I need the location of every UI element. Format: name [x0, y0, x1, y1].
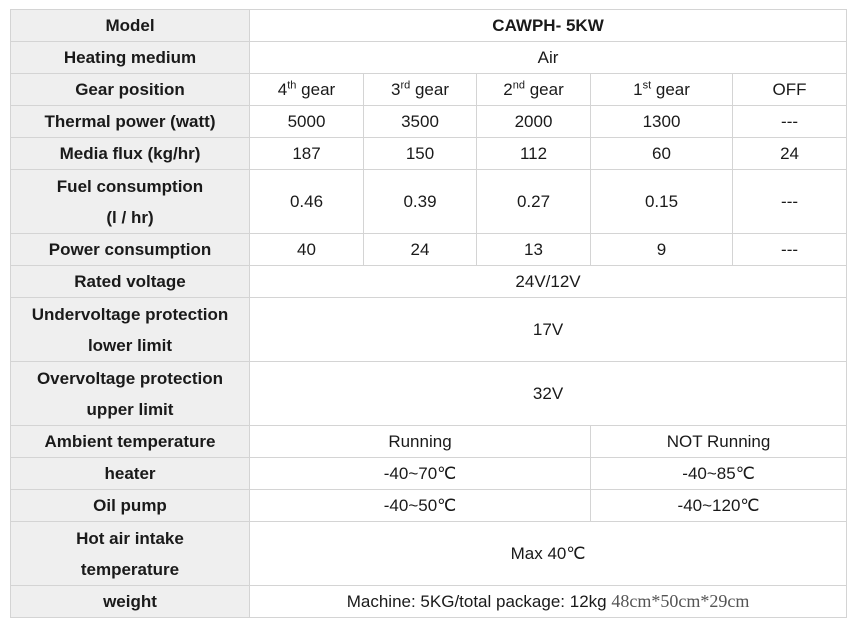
gear-1-word: gear [655, 80, 690, 99]
gear-4-word: gear [301, 80, 336, 99]
fuel-consumption-label [11, 170, 250, 234]
media-flux-cell: 24 [733, 138, 847, 170]
gear-4-suffix: th [287, 79, 297, 92]
oil-pump-not-running-value: -40~120℃ [591, 490, 847, 522]
row-heater [11, 458, 847, 490]
ambient-not-running-header: NOT Running [591, 426, 847, 458]
heater-running-value: -40~70℃ [250, 458, 591, 490]
gear-3-suffix: rd [400, 79, 411, 92]
fuel-consumption-cell: 0.46 [250, 170, 364, 234]
row-model [11, 10, 847, 42]
power-consumption-cell: 9 [591, 234, 733, 266]
fuel-consumption-cell: 0.39 [364, 170, 477, 234]
gear-1 [591, 74, 733, 106]
rated-voltage-label: Rated voltage [11, 266, 250, 298]
row-overvoltage [11, 362, 847, 426]
thermal-power-cell: --- [733, 106, 847, 138]
gear-1-num: 1 [633, 80, 643, 99]
oil-pump-label: Oil pump [11, 490, 250, 522]
overvoltage-value: 32V [250, 362, 847, 426]
heating-medium-value: Air [250, 42, 847, 74]
weight-text: Machine: 5KG/total package: 12kg [346, 592, 607, 611]
row-fuel-consumption [11, 170, 847, 234]
gear-2 [477, 74, 591, 106]
media-flux-cell: 187 [250, 138, 364, 170]
fuel-consumption-label-line1: Fuel consumption [56, 176, 204, 196]
row-weight [11, 586, 847, 618]
heater-not-running-value: -40~85℃ [591, 458, 847, 490]
thermal-power-cell: 1300 [591, 106, 733, 138]
model-label: Model [11, 10, 250, 42]
fuel-consumption-cell: --- [733, 170, 847, 234]
overvoltage-label-line2: upper limit [86, 399, 174, 419]
overvoltage-label [11, 362, 250, 426]
media-flux-cell: 150 [364, 138, 477, 170]
model-value: CAWPH- 5KW [250, 10, 847, 42]
gear-3 [364, 74, 477, 106]
gear-1-suffix: st [642, 79, 652, 92]
row-oil-pump [11, 490, 847, 522]
spec-table-container [10, 9, 847, 618]
gear-3-word: gear [414, 80, 449, 99]
gear-3-num: 3 [390, 80, 401, 99]
oil-pump-running-value: -40~50℃ [250, 490, 591, 522]
gear-off: OFF [733, 74, 847, 106]
row-undervoltage [11, 298, 847, 362]
row-hot-air-intake [11, 522, 847, 586]
undervoltage-label-line1: Undervoltage protection [31, 304, 229, 324]
gear-4-num: 4 [277, 80, 288, 99]
thermal-power-label: Thermal power (watt) [11, 106, 250, 138]
gear-2-suffix: nd [512, 79, 525, 92]
undervoltage-label-line2: lower limit [87, 335, 173, 355]
ambient-running-header: Running [250, 426, 591, 458]
media-flux-label: Media flux (kg/hr) [11, 138, 250, 170]
rated-voltage-value: 24V/12V [250, 266, 847, 298]
undervoltage-value: 17V [250, 298, 847, 362]
fuel-consumption-cell: 0.15 [591, 170, 733, 234]
undervoltage-label [11, 298, 250, 362]
power-consumption-cell: 40 [250, 234, 364, 266]
row-heating-medium [11, 42, 847, 74]
power-consumption-cell: 13 [477, 234, 591, 266]
thermal-power-cell: 5000 [250, 106, 364, 138]
gear-4 [250, 74, 364, 106]
fuel-consumption-cell: 0.27 [477, 170, 591, 234]
power-consumption-label: Power consumption [11, 234, 250, 266]
row-media-flux [11, 138, 847, 170]
hot-air-intake-label-line2: temperature [80, 559, 180, 579]
ambient-temperature-label: Ambient temperature [11, 426, 250, 458]
row-rated-voltage [11, 266, 847, 298]
heating-medium-label: Heating medium [11, 42, 250, 74]
heater-label: heater [11, 458, 250, 490]
row-gear-position [11, 74, 847, 106]
row-thermal-power [11, 106, 847, 138]
weight-value [250, 586, 847, 618]
gear-2-num: 2 [503, 80, 513, 99]
row-ambient-temperature [11, 426, 847, 458]
spec-table [10, 9, 847, 618]
thermal-power-cell: 2000 [477, 106, 591, 138]
media-flux-cell: 60 [591, 138, 733, 170]
power-consumption-cell: --- [733, 234, 847, 266]
gear-2-word: gear [529, 80, 564, 99]
thermal-power-cell: 3500 [364, 106, 477, 138]
weight-label: weight [11, 586, 250, 618]
power-consumption-cell: 24 [364, 234, 477, 266]
overvoltage-label-line1: Overvoltage protection [36, 368, 224, 388]
weight-dimensions: 48cm*50cm*29cm [611, 591, 750, 611]
row-power-consumption [11, 234, 847, 266]
fuel-consumption-label-line2: (l / hr) [106, 207, 154, 227]
hot-air-intake-label-line1: Hot air intake [76, 528, 184, 548]
hot-air-intake-label [11, 522, 250, 586]
gear-position-label: Gear position [11, 74, 250, 106]
hot-air-intake-value: Max 40℃ [250, 522, 847, 586]
media-flux-cell: 112 [477, 138, 591, 170]
